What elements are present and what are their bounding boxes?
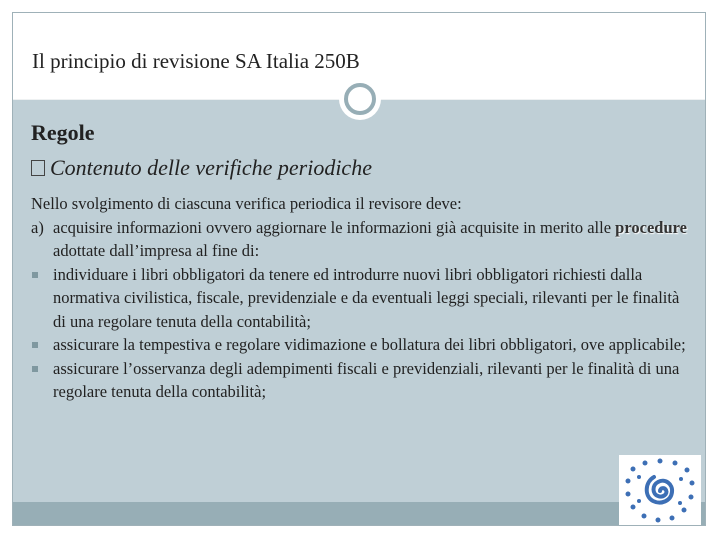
bullet-text-1: individuare i libri obbligatori da tenere ed introdurre nuovi libri obbligatori richiesti dalla normativa civilistica, fiscale, previdenziale e da eventuali leggi speciali, rilevanti per le finalità di una regolare tenuta della contabilità; [53, 264, 680, 331]
list-marker-a: a) [31, 217, 44, 237]
subheading [31, 154, 701, 182]
list-item [31, 263, 701, 334]
item-a-text-before: acquisire informazioni ovvero aggiornare le informazioni già acquisite in merito alle [53, 217, 616, 237]
slide-content [31, 118, 701, 404]
list-item-a-text [53, 216, 693, 263]
list-item-a [31, 216, 701, 263]
slide-title: Il principio di revisione SA Italia 250B [32, 49, 360, 73]
bullet-text-3: assicurare l’osservanza degli adempimenti fiscali e previdenziali, rilevanti per le finalità di una regolare tenuta della contabilità; [53, 358, 680, 401]
spiral-logo-graphic [619, 455, 701, 525]
section-heading: Regole [31, 120, 95, 145]
item-a-text-after: adottate dall’impresa al fine di: [53, 241, 260, 260]
square-bullet-icon [31, 333, 53, 357]
list-item [31, 357, 701, 404]
box-icon [31, 160, 45, 176]
intro-text: Nello svolgimento di ciascuna verifica periodica il revisore deve: [31, 194, 462, 213]
subheading-text: Contenuto delle verifiche periodiche [50, 155, 372, 180]
item-a-emphasis: procedure [615, 217, 687, 237]
square-bullet-icon [31, 357, 53, 404]
spiral-logo-icon [619, 455, 701, 525]
square-bullet-icon [31, 263, 53, 334]
bullet-text-2: assicurare la tempestiva e regolare vidimazione e bollatura dei libri obbligatori, ove applicabile; [53, 335, 686, 354]
ring-icon [339, 78, 381, 120]
list-item [31, 333, 701, 357]
